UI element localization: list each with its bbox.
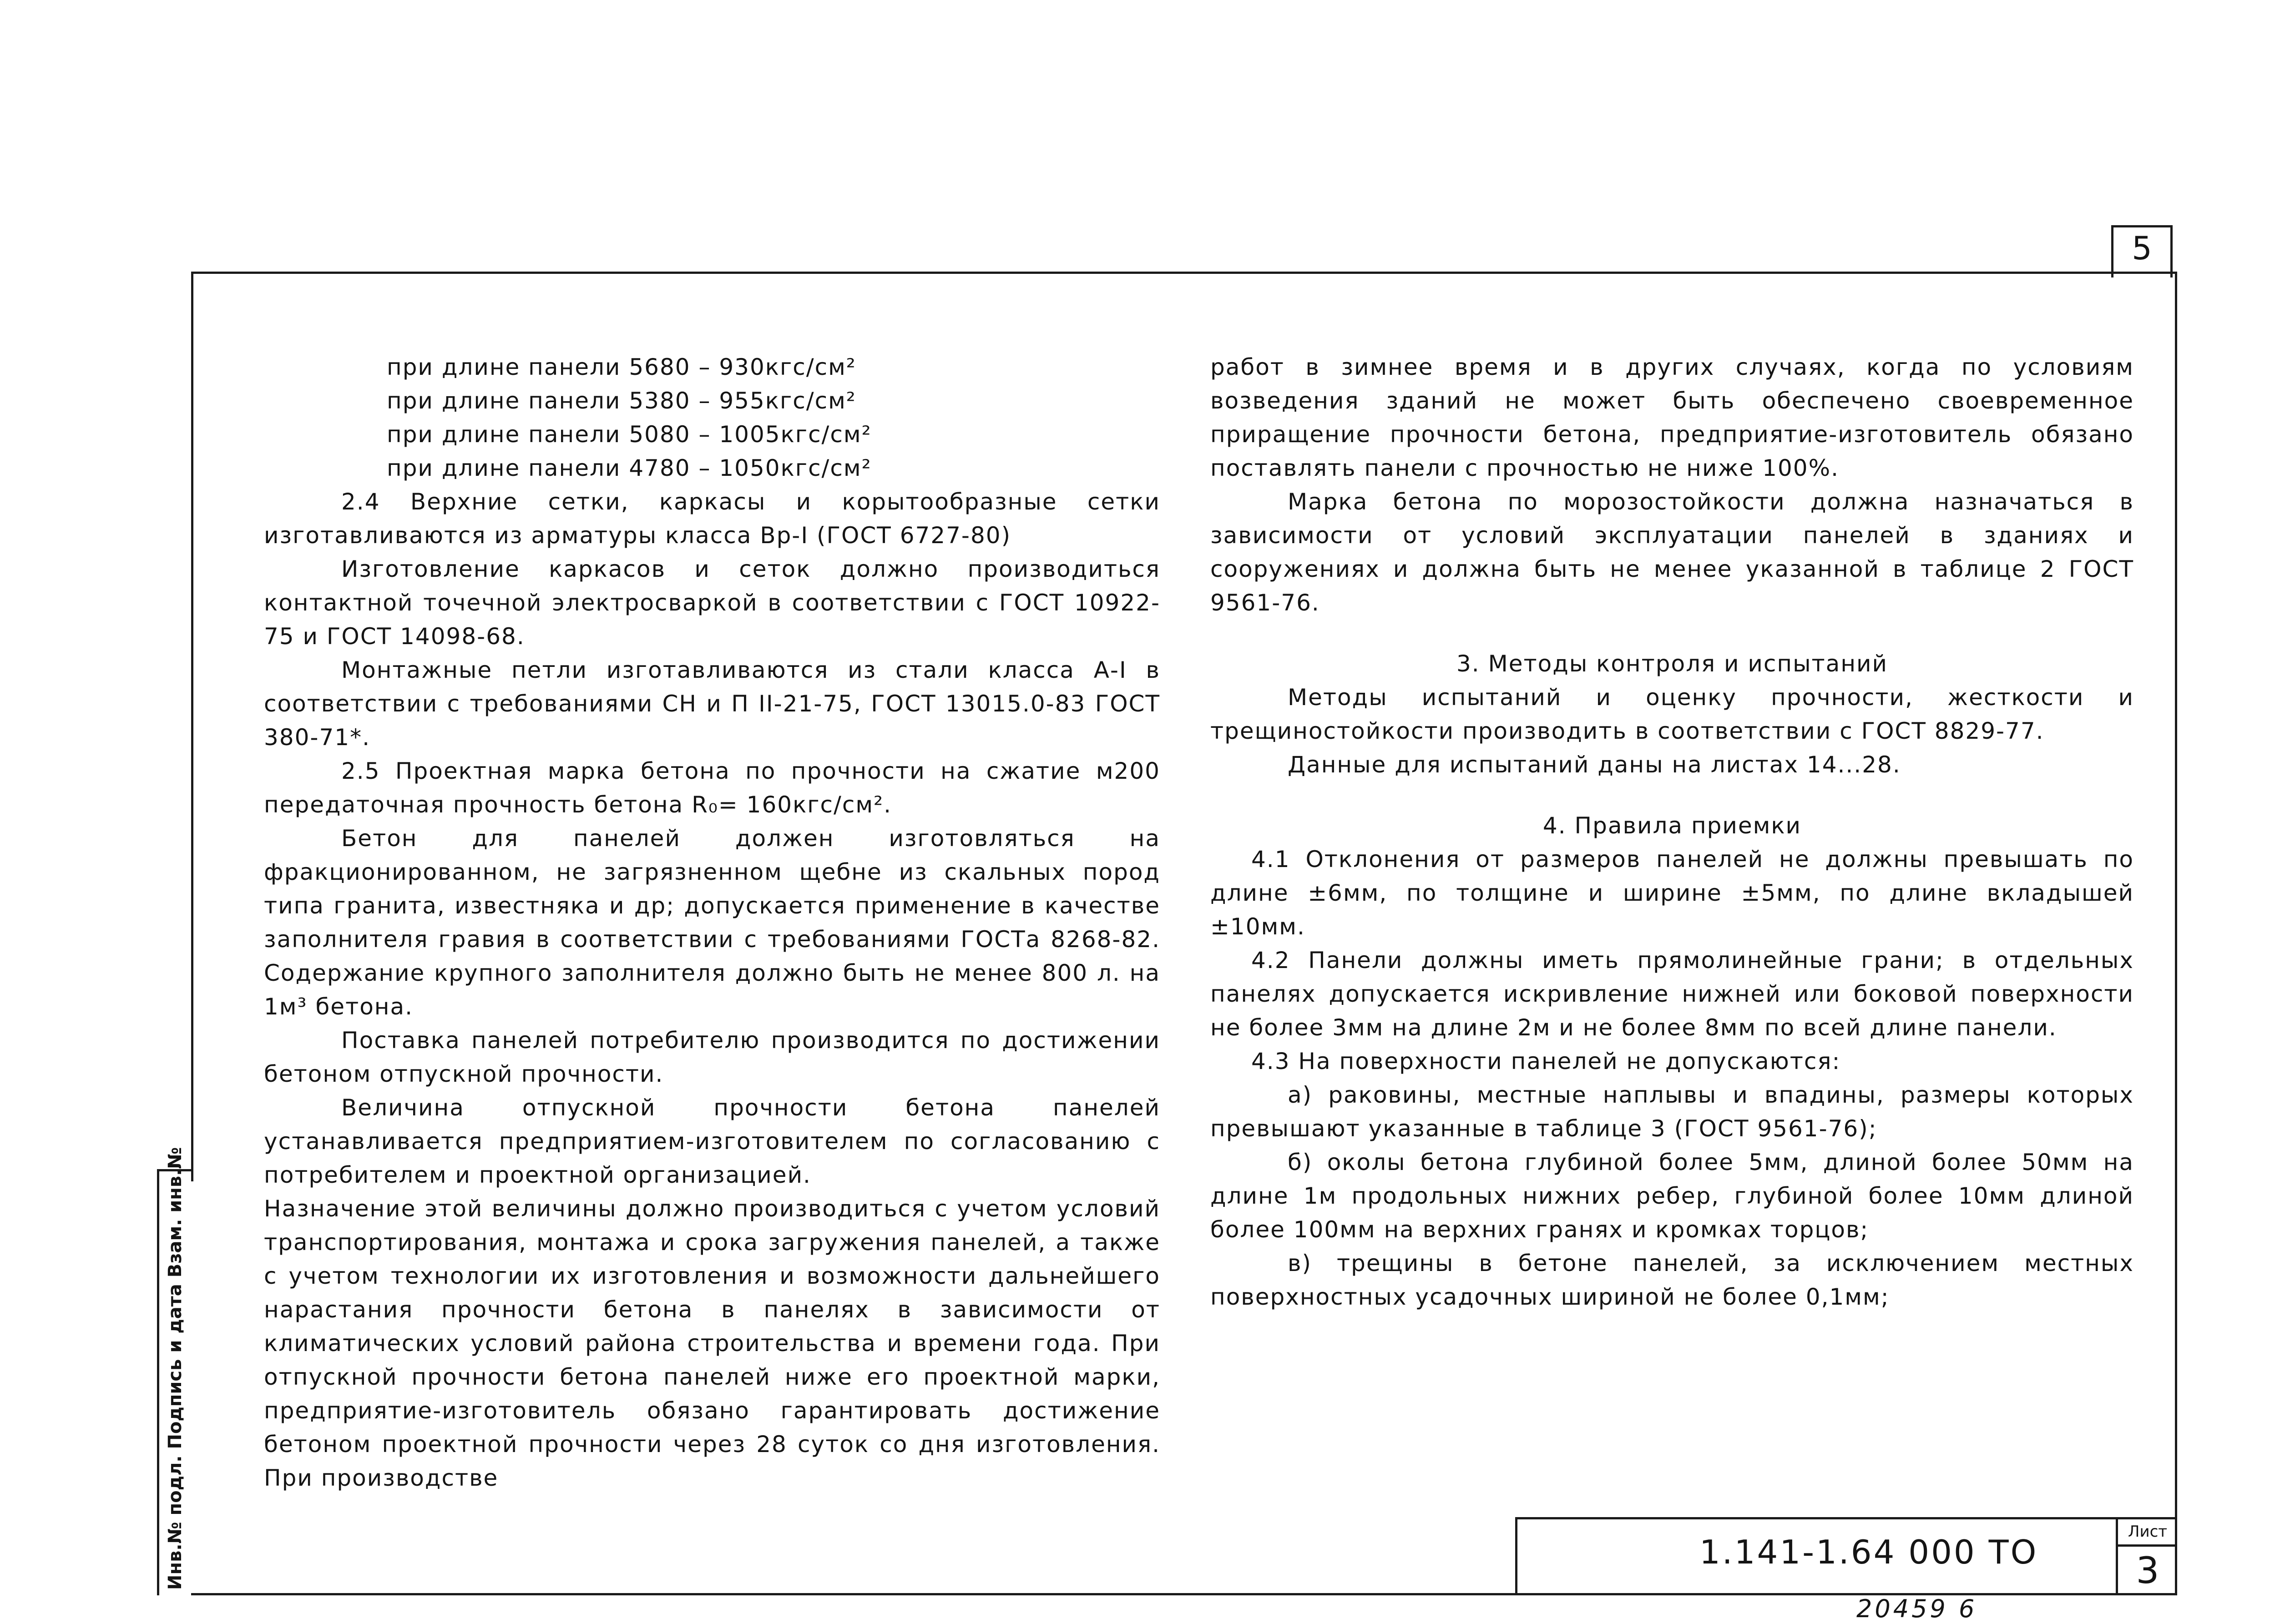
right-column <box>1210 350 2134 1314</box>
paragraph: Марка бетона по морозостойкости должна назначаться в зависимости от условий эксплуатации панелей в зданиях и сооружениях и должна быть не менее указанной в таблице 2 ГОСТ 9561-76. <box>1210 489 2134 616</box>
document-code: 1.141-1.64 000 ТО <box>1699 1533 2038 1571</box>
paragraph: 4.2 Панели должны иметь прямолинейные грани; в отдельных панелях допускается искривление нижней или боковой поверхности не более 3мм на длине 2м и не более 8мм по всей длине панели. <box>1210 947 2134 1041</box>
section-gap <box>1210 782 2134 809</box>
paragraph: Данные для испытаний даны на листах 14...28. <box>1288 751 1901 778</box>
side-stamp-text: Инв.№ подл. Подпись и дата Взам. инв.№ <box>165 1147 186 1590</box>
paragraph: в) трещины в бетоне панелей, за исключением местных поверхностных усадочных шириной не более 0,1мм; <box>1210 1250 2134 1310</box>
paragraph: Монтажные петли изготавливаются из стали класса А-I в соответствии с требованиями СН и П II-21-75, ГОСТ 13015.0-83 ГОСТ 380-71*. <box>264 657 1160 751</box>
paragraph: Назначение этой величины должно производиться с учетом условий транспортирования, монтажа и срока загружения панелей, а также с учетом технологии их изготовления и возможности дальнейшего нарастания прочности бетона в панелях в зависимости от климатических условий района строительства и времени года. При отпускной прочности бетона панелей ниже его проектной марки, предприятие-изготовитель обязано гарантировать достижение бетоном проектной прочности через 28 суток со дня изготовления. При производстве <box>264 1195 1160 1491</box>
frame-left-edge <box>191 272 193 1181</box>
paragraph: б) околы бетона глубиной более 5мм, длиной более 50мм на длине 1м продольных нижних ребер, глубиной более 10мм длиной более 100мм на верхних гранях и кромках торцов; <box>1210 1149 2134 1243</box>
paragraph: Бетон для панелей должен изготовляться на фракционированном, не загрязненном щебне из скальных пород типа гранита, известняка и др; допускается применение в качестве заполнителя гравия в соответствии с требованиями ГОСТа 8268-82. Содержание крупного заполнителя должно быть не менее 800 л. на 1м³ бетона. <box>264 825 1160 1020</box>
sheet-label: Лист <box>2118 1519 2177 1547</box>
paragraph: при длине панели 5080 – 1005кгс/см² <box>387 421 872 448</box>
paragraph: при длине панели 5680 – 930кгс/см² <box>387 354 856 380</box>
paragraph: Методы испытаний и оценку прочности, жесткости и трещиностойкости производить в соответствии с ГОСТ 8829-77. <box>1210 684 2134 744</box>
section-heading: 3. Методы контроля и испытаний <box>1456 651 1888 677</box>
paragraph: а) раковины, местные наплывы и впадины, размеры которых превышают указанные в таблице 3 (ГОСТ 9561-76); <box>1210 1082 2134 1142</box>
paragraph: при длине панели 4780 – 1050кгс/см² <box>387 455 872 481</box>
paragraph: 2.5 Проектная марка бетона по прочности на сжатие м200 передаточная прочность бетона R₀= 160кгс/см². <box>264 758 1160 818</box>
section-gap <box>1210 620 2134 647</box>
paragraph: при длине панели 5380 – 955кгс/см² <box>387 388 856 414</box>
title-block <box>1515 1517 2177 1595</box>
sheet-number: 3 <box>2136 1549 2159 1592</box>
paragraph: Величина отпускной прочности бетона панелей устанавливается предприятием-изготовителем по согласованию с потребителем и проектной организацией. <box>264 1094 1160 1188</box>
side-stamp <box>157 1147 191 1594</box>
page-number: 5 <box>2132 230 2152 267</box>
left-column <box>264 350 1160 1495</box>
right-column-lines <box>1210 350 2134 1314</box>
paragraph: 4.1 Отклонения от размеров панелей не должны превышать по длине ±6мм, по толщине и ширине ±5мм, по длине вкладышей ±10мм. <box>1210 846 2134 940</box>
left-column-lines <box>264 350 1160 1495</box>
sheet-cell <box>2116 1519 2177 1595</box>
paragraph: 2.4 Верхние сетки, каркасы и корытообразные сетки изготавливаются из арматуры класса Вр-I (ГОСТ 6727-80) <box>264 489 1160 549</box>
section-heading: 4. Правила приемки <box>1542 812 1802 839</box>
paragraph: Изготовление каркасов и сеток должно производиться контактной точечной электросваркой в соответствии с ГОСТ 10922-75 и ГОСТ 14098-68. <box>264 556 1160 650</box>
paragraph: работ в зимнее время и в других случаях, когда по условиям возведения зданий не может быть обеспечено своевременное приращение прочности бетона, предприятие-изготовитель обязано поставлять панели с прочностью не ниже 100%. <box>1210 354 2134 481</box>
archive-number: 20459 6 <box>1856 1594 1977 1623</box>
paragraph: Поставка панелей потребителю производится по достижении бетоном отпускной прочности. <box>264 1027 1160 1087</box>
paragraph: 4.3 На поверхности панелей не допускаются: <box>1251 1048 1841 1074</box>
